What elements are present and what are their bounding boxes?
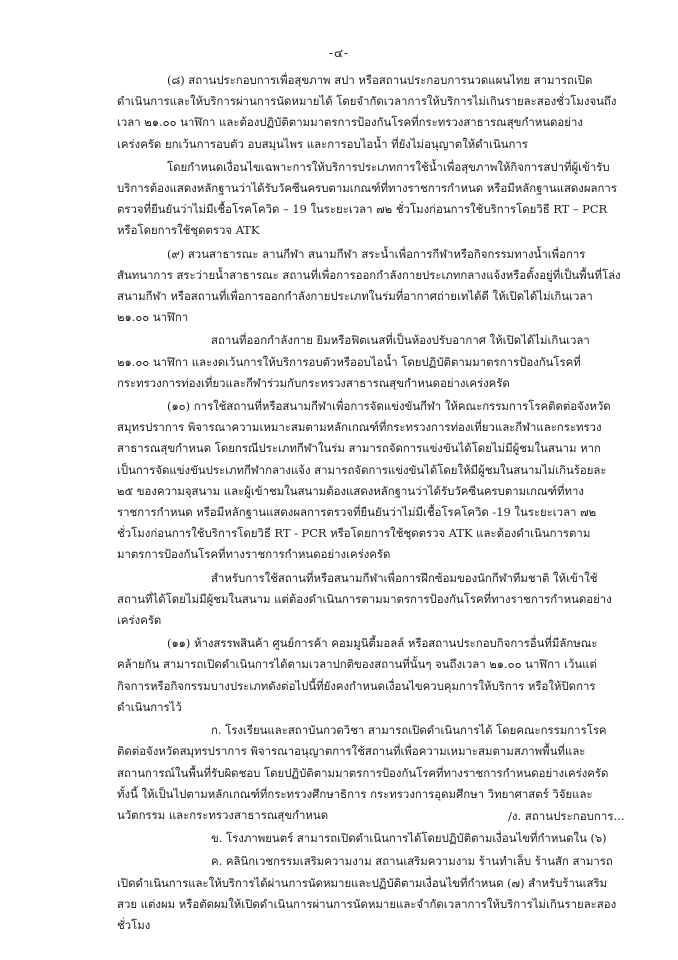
paragraph-tutoring-schools: ก. โรงเรียนและสถาบันกวดวิชา สามารถเปิดดำเนินการได้ โดยคณะกรรมการโรคติดต่อจังหวัดสมุทรปราการ พิจารณาอนุญาตการใช้สถานที่เพื่อความเหมาะสมตามสภาพพื้นที่และสถานการณ์ในพื้นที่รับผิดชอบ โดยปฏิบัติตามมาตรการป้องกันโรคที่ทางราชการกำหนดอย่างเคร่งครัด ทั้งนี้ ให้เป็นไปตามหลักเกณฑ์ที่กระทรวงศึกษาธิการ กระทรวงการอุดมศึกษา วิทยาศาสตร์ วิจัยและนวัตกรรม และกระทรวงสาธารณสุขกำหนด: [117, 723, 609, 822]
paragraph-sports-competition: (๑๐) การใช้สถานที่หรือสนามกีฬาเพื่อการจัดแข่งขันกีฬา ให้คณะกรรมการโรคติดต่อจังหวัดสมุทรปราการ พิจารณาความเหมาะสมตามหลักเกณฑ์ที่กระทรวงการท่องเที่ยวและกีฬาและกระทรวงสาธารณสุขกำหนด โดยกรณีประเภทกีฬาในร่ม สามารถจัดการแข่งขันได้โดยไม่มีผู้ชมในสนาม หากเป็นการจัดแข่งขันประเภทกีฬากลางแจ้ง สามารถจัดการแข่งขันได้โดยให้มีผู้ชมในสนามไม่เกินร้อยละ ๒๕ ของความจุสนาม และผู้เข้าชมในสนามต้องแสดงหลักฐานว่าได้รับวัคซีนครบตามเกณฑ์ที่ทางราชการกำหนด หรือมีหลักฐานแสดงผลการตรวจที่ยืนยันว่าไม่มีเชื้อโรคโควิด -19 ในระยะเวลา ๗๒ ชั่วโมงก่อนการใช้บริการโดยวิธี RT - PCR หรือโดยการใช้ชุดตรวจ ATK และต้องดำเนินการตามมาตรการป้องกันโรคที่ทางราชการกำหนดอย่างเคร่งครัด: [117, 399, 611, 562]
paragraph-spa: (๘) สถานประกอบการเพื่อสุขภาพ สปา หรือสถานประกอบการนวดแผนไทย สามารถเปิดดำเนินการและให้บริการผ่านการนัดหมายได้ โดยจำกัดเวลาการให้บริการไม่เกินรายละสองชั่วโมงจนถึงเวลา ๒๑.๐๐ นาฬิกา และต้องปฏิบัติตามมาตรการป้องกันโรคที่กระทรวงสาธารณสุขกำหนดอย่างเคร่งครัด ยกเว้นการอบตัว อบสมุนไพร และการอบไอน้ำ ที่ยังไม่อนุญาตให้ดำเนินการ: [117, 73, 617, 151]
paragraph-fitness: สถานที่ออกกำลังกาย ยิมหรือฟิตเนสที่เป็นห้องปรับอากาศ ให้เปิดได้ไม่เกินเวลา ๒๑.๐๐ นาฬิกา และงดเว้นการให้บริการอบตัวหรืออบไอน้ำ โดยปฏิบัติตามมาตรการป้องกันโรคที่กระทรวงการท่องเที่ยวและกีฬาร่วมกับกระทรวงสาธารณสุขกำหนดอย่างเคร่งครัด: [117, 333, 590, 390]
paragraph-cinemas: ข. โรงภาพยนตร์ สามารถเปิดดำเนินการได้โดยปฏิบัติตามเงื่อนไขที่กำหนดใน (๖): [211, 831, 607, 846]
continuation-note: /ง. สถานประกอบการ...: [508, 809, 625, 823]
page-number: -๔-: [328, 46, 350, 60]
paragraph-malls: (๑๑) ห้างสรรพสินค้า ศูนย์การค้า คอมมูนิตี้มอลล์ หรือสถานประกอบกิจการอื่นที่มีลักษณะคล้ายกัน สามารถเปิดดำเนินการได้ตามเวลาปกติของสถานที่นั้นๆ จนถึงเวลา ๒๑.๐๐ นาฬิกา เว้นแต่กิจการหรือกิจกรรมบางประเภทดังต่อไปนี้ที่ยังคงกำหนดเงื่อนไขควบคุมการให้บริการ หรือให้ปิดการดำเนินการไว้: [117, 636, 598, 714]
paragraph-national-team-training: สำหรับการใช้สถานที่หรือสนามกีฬาเพื่อการฝึกซ้อมของนักกีฬาทีมชาติ ให้เข้าใช้สถานที่ได้โดยไม่มีผู้ชมในสนาม แต่ต้องดำเนินการตามมาตรการป้องกันโรคที่ทางราชการกำหนดอย่างเคร่งครัด: [117, 570, 612, 628]
paragraph-spa-conditions: โดยกำหนดเงื่อนไขเฉพาะการให้บริการประเภทการใช้น้ำเพื่อสุขภาพให้กิจการสปาที่ผู้เข้ารับบริการต้องแสดงหลักฐานว่าได้รับวัคซีนครบตามเกณฑ์ที่ทางราชการกำหนด หรือมีหลักฐานแสดงผลการตรวจที่ยืนยันว่าไม่มีเชื้อโรคโควิด – 19 ในระยะเวลา ๗๒ ชั่วโมงก่อนการใช้บริการโดยวิธี RT – PCR หรือโดยการใช้ชุดตรวจ ATK: [117, 159, 617, 238]
paragraph-beauty-clinics: ค. คลินิกเวชกรรมเสริมความงาม สถานเสริมความงาม ร้านทำเล็บ ร้านสัก สามารถเปิดดำเนินการและให้บริการได้ผ่านการนัดหมายและปฏิบัติตามเงื่อนไขที่กำหนด (๗) สำหรับร้านเสริมสวย แต่งผม หรือตัดผมให้เปิดดำเนินการผ่านการนัดหมายและจำกัดเวลาการให้บริการไม่เกินรายละสองชั่วโมง: [117, 854, 617, 932]
paragraph-parks-sports: (๙) สวนสาธารณะ ลานกีฬา สนามกีฬา สระน้ำเพื่อการกีฬาหรือกิจกรรมทางน้ำเพื่อการสันทนาการ สระว่ายน้ำสาธารณะ สถานที่เพื่อการออกกำลังกายประเภทกลางแจ้งหรือตั้งอยู่ที่เป็นพื้นที่โล่ง สนามกีฬา หรือสถานที่เพื่อการออกกำลังกายประเภทในร่มที่อากาศถ่ายเทได้ดี ให้เปิดได้ไม่เกินเวลา ๒๑.๐๐ นาฬิกา: [117, 246, 621, 325]
